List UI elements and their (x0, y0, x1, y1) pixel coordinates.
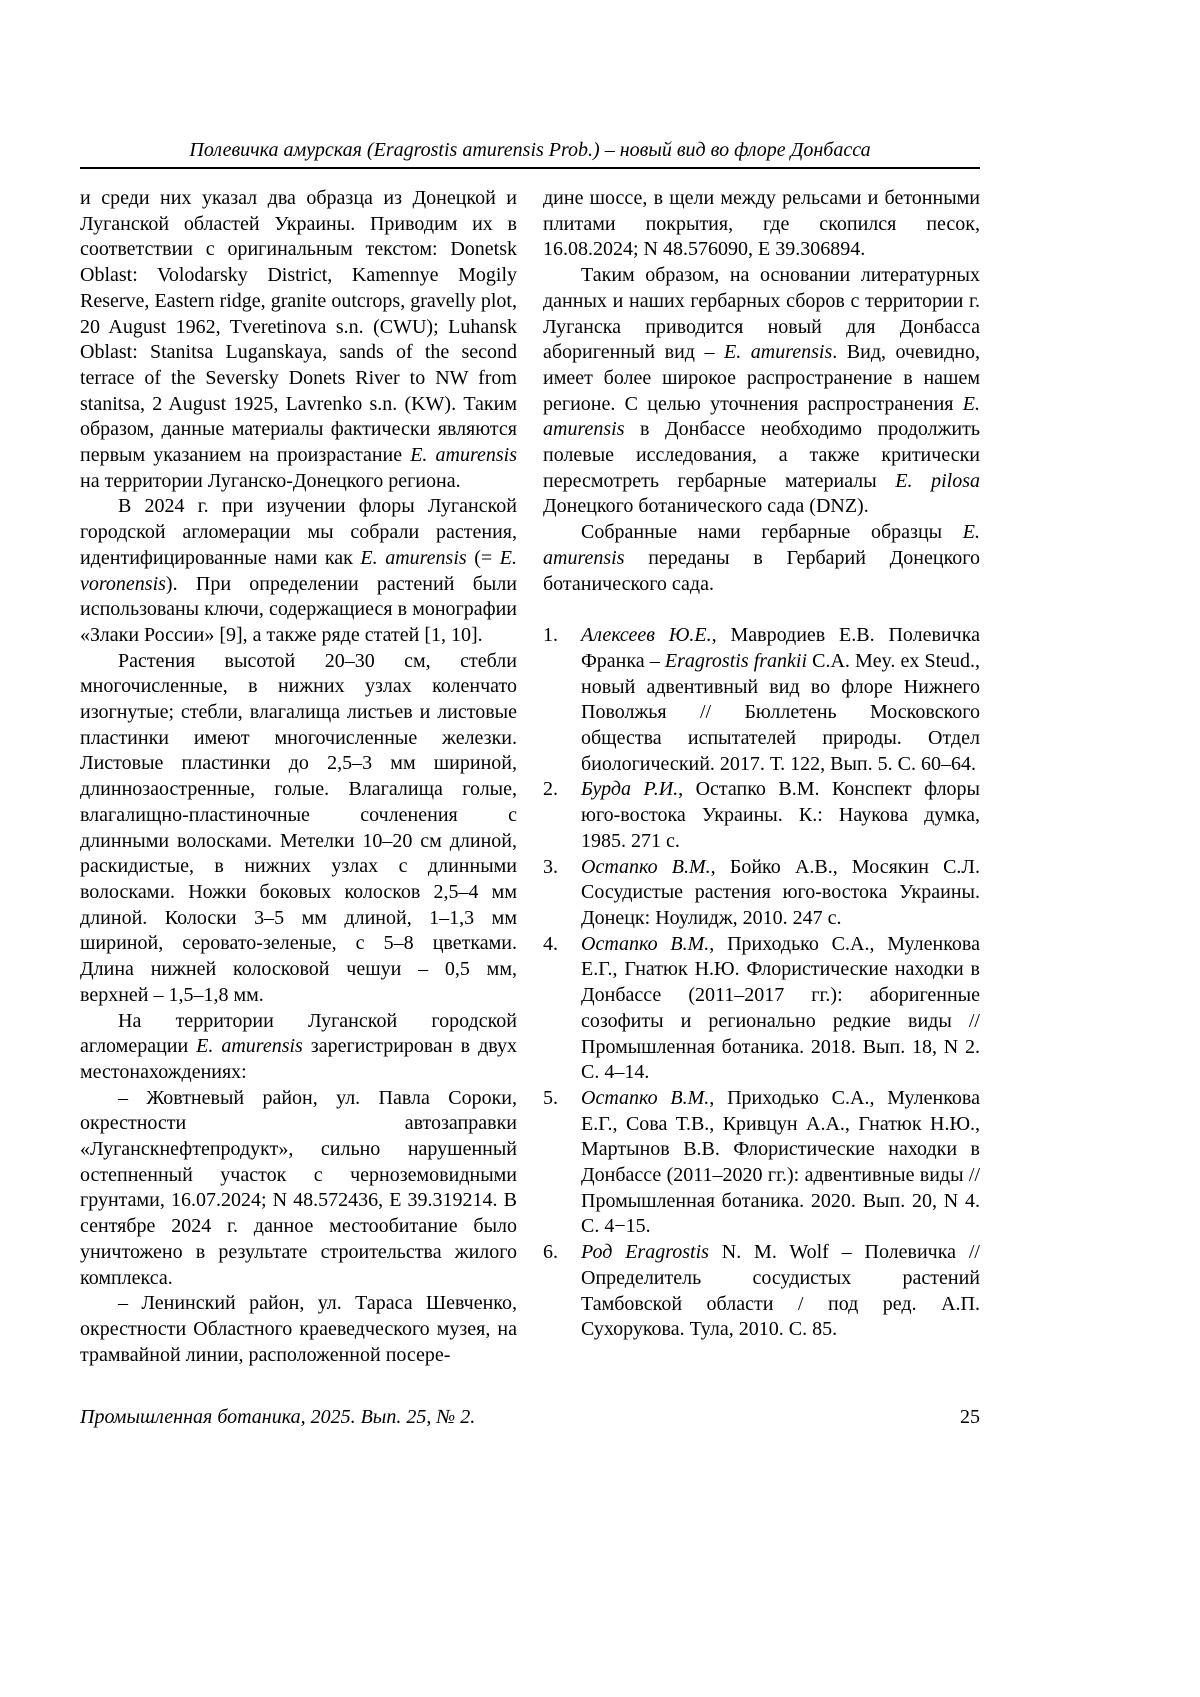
reference-text: Остапко В.М., Бойко А.В., Мосякин С.Л. Сосудистые растения юго-востока Украины. Донецк: Ноулидж, 2010. 247 с. (581, 855, 980, 929)
page-footer (80, 1404, 980, 1430)
reference-item (543, 1086, 980, 1240)
page-number: 25 (960, 1406, 980, 1428)
reference-item (543, 855, 980, 932)
reference-item (543, 623, 980, 777)
reference-text: Бурда Р.И., Остапко В.М. Конспект флоры юго-востока Украины. К.: Наукова думка, 1985. 271 с. (581, 778, 980, 852)
reference-item (543, 932, 980, 1086)
paragraph: дине шоссе, в щели между рельсами и бетонными плитами покрытия, где скопился песок, 16.08.2024; N 48.576090, E 39.306894. (543, 187, 980, 261)
running-header (80, 138, 980, 169)
reference-number: 5. (543, 1086, 558, 1109)
paragraph: Собранные нами гербарные образцы E. amurensis переданы в Гербарий Донецкого ботанического сада. (543, 521, 980, 595)
right-column (543, 186, 980, 1368)
reference-item (543, 1240, 980, 1343)
paragraph: На территории Луганской городской агломерации E. amurensis зарегистрирован в двух местонахождениях: (80, 1009, 517, 1083)
reference-number: 4. (543, 932, 558, 955)
reference-number: 6. (543, 1241, 558, 1264)
paragraph: – Ленинский район, ул. Тараса Шевченко, окрестности Областного краеведческого музея, на трамвайной линии, расположенной посере- (80, 1292, 517, 1366)
article-body (80, 186, 980, 1368)
paragraph: Растения высотой 20–30 см, стебли многочисленные, в нижних узлах коленчато изогнутые; стебли, влагалища листьев и листовые пластинки имеют многочисленные железки. Листовые пластинки до 2,5–3 мм шириной, длиннозаостренные, голые. Влагалища голые, влагалищно-пластиночные сочленения с длинными волосками. Метелки 10–20 см длиной, раскидистые, в нижних узлах с длинными волосками. Ножки боковых колосков 2,5–4 мм длиной. Колоски 3–5 мм длиной, 1–1,3 мм шириной, серовато-зеленые, с 5–8 цветками. Длина нижней колосковой чешуи – 0,5 мм, верхней – 1,5–1,8 мм. (80, 649, 517, 1006)
paragraph: Таким образом, на основании литературных данных и наших гербарных сборов с территории г. Луганска приводится новый для Донбасса аборигенный вид – E. amurensis. Вид, очевидно, имеет более широкое распространение в нашем регионе. С целью уточнения распространения E. amurensis в Донбассе необходимо продолжить полевые исследования, а также критически пересмотреть гербарные материалы E. pilosa Донецкого ботанического сада (DNZ). (543, 264, 980, 518)
reference-number: 2. (543, 778, 558, 801)
reference-text: Род Eragrostis N. M. Wolf – Полевичка // Определитель сосудистых растений Тамбовской области / под ред. А.П. Сухорукова. Тула, 2010. С. 85. (581, 1241, 980, 1341)
reference-text: Остапко В.М., Приходько С.А., Муленкова Е.Г., Сова Т.В., Кривцун А.А., Гнатюк Н.Ю., Мартынов В.В. Флористические находки в Донбассе (2011–2020 гг.): адвентивные виды // Промышленная ботаника. 2020. Вып. 20, N 4. С. 4−15. (581, 1086, 980, 1238)
reference-text: Алексеев Ю.Е., Мавродиев Е.В. Полевичка Франка – Eragrostis frankii C.A. Mey. ex Steud., новый адвентивный вид во флоре Нижнего Поволжья // Бюллетень Московского общества испытателей природы. Отдел биологический. 2017. Т. 122, Вып. 5. С. 60–64. (581, 624, 981, 775)
running-title: Полевичка амурская (Eragrostis amurensis Prob.) – новый вид во флоре Донбасса (189, 139, 871, 161)
reference-list (543, 623, 980, 1343)
right-column-text (543, 186, 980, 597)
reference-number: 1. (543, 624, 558, 647)
left-column (80, 186, 517, 1368)
reference-text: Остапко В.М., Приходько С.А., Муленкова Е.Г., Гнатюк Н.Ю. Флористические находки в Донбассе (2011–2017 гг.): аборигенные созофиты и регионально редкие виды // Промышленная ботаника. 2018. Вып. 18, N 2. С. 4–14. (581, 932, 980, 1084)
paragraph: и среди них указал два образца из Донецкой и Луганской областей Украины. Приводим их в соответствии с оригинальным текстом: Donetsk Oblast: Volodarsky District, Kamennye Mogily Reserve, Eastern ridge, granite outcrops, gravelly plot, 20 August 1962, Tveretinova s.n. (CWU); Luhansk Oblast: Stanitsa Luganskaya, sands of the second terrace of the Seversky Donets River to NW from stanitsa, 2 August 1925, Lavrenko s.n. (KW). Таким образом, данные материалы фактически являются первым указанием на произрастание E. amurensis на территории Луганско-Донецкого региона. (80, 187, 517, 492)
journal-citation: Промышленная ботаника, 2025. Вып. 25, № 2. (80, 1406, 476, 1428)
reference-item (543, 777, 980, 854)
paragraph: В 2024 г. при изучении флоры Луганской городской агломерации мы собрали растения, идентифицированные нами как E. amurensis (= E. voronensis). При определении растений были использованы ключи, содержащиеся в монографии «Злаки России» [9], а также ряде статей [1, 10]. (80, 495, 517, 646)
reference-number: 3. (543, 855, 558, 878)
paragraph: – Жовтневый район, ул. Павла Сороки, окрестности автозаправки «Луганскнефтепродукт», сильно нарушенный остепненный участок с черноземовидными грунтами, 16.07.2024; N 48.572436, E 39.319214. В сентябре 2024 г. данное местообитание было уничтожено в результате строительства жилого комплекса. (80, 1086, 517, 1289)
header-rule (80, 167, 980, 169)
